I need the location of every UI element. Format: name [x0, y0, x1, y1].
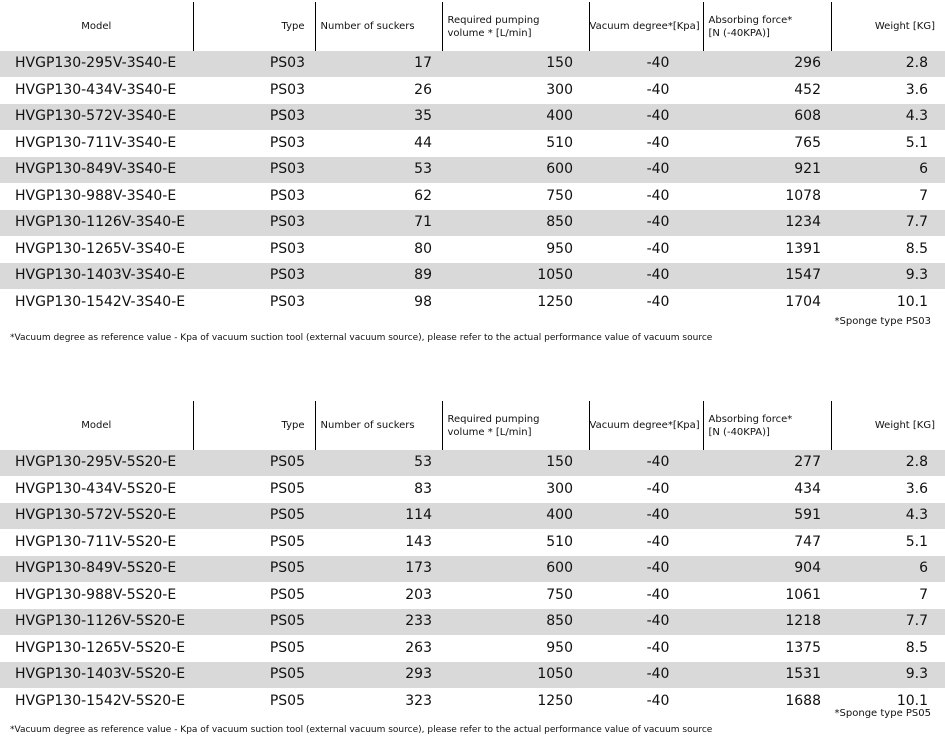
spec-table-ps03-block [0, 2, 945, 316]
header-vacuum: Vacuum degree*[Kpa] [589, 401, 703, 450]
cell-vacuum: -40 [589, 503, 703, 530]
table-row [0, 529, 945, 556]
cell-vacuum: -40 [589, 662, 703, 689]
table-row [0, 236, 945, 263]
cell-weight: 4.3 [831, 104, 945, 131]
cell-vacuum: -40 [589, 289, 703, 316]
cell-weight: 8.5 [831, 236, 945, 263]
cell-force: 1547 [703, 263, 831, 290]
header-pumping-line1: Required pumping [447, 413, 540, 425]
table-row [0, 130, 945, 157]
cell-model: HVGP130-849V-5S20-E [0, 556, 193, 583]
table-row [0, 476, 945, 503]
cell-type: PS03 [193, 236, 315, 263]
header-pumping-line2: volume * [L/min] [447, 426, 532, 438]
cell-model: HVGP130-1542V-5S20-E [0, 688, 193, 715]
cell-weight: 2.8 [831, 450, 945, 476]
cell-type: PS03 [193, 130, 315, 157]
cell-force: 921 [703, 157, 831, 184]
cell-vacuum: -40 [589, 582, 703, 609]
cell-vacuum: -40 [589, 450, 703, 476]
cell-type: PS05 [193, 635, 315, 662]
cell-pumping: 400 [442, 104, 589, 131]
cell-weight: 3.6 [831, 77, 945, 104]
spec-table-ps03 [0, 2, 945, 316]
header-model: Model [0, 401, 193, 450]
cell-model: HVGP130-1403V-5S20-E [0, 662, 193, 689]
table-body-ps05 [0, 450, 945, 715]
cell-vacuum: -40 [589, 263, 703, 290]
cell-model: HVGP130-1126V-3S40-E [0, 210, 193, 237]
cell-model: HVGP130-849V-3S40-E [0, 157, 193, 184]
cell-vacuum: -40 [589, 210, 703, 237]
sponge-note-ps05: *Sponge type PS05 [834, 708, 931, 719]
cell-weight: 7 [831, 582, 945, 609]
cell-force: 1061 [703, 582, 831, 609]
header-vacuum: Vacuum degree*[Kpa] [589, 2, 703, 51]
cell-suckers: 114 [315, 503, 442, 530]
cell-weight: 7.7 [831, 609, 945, 636]
header-force-line1: Absorbing force* [708, 413, 793, 425]
sponge-note-ps03: *Sponge type PS03 [834, 316, 931, 327]
cell-weight: 6 [831, 556, 945, 583]
cell-pumping: 850 [442, 210, 589, 237]
cell-force: 608 [703, 104, 831, 131]
cell-vacuum: -40 [589, 476, 703, 503]
table-row [0, 77, 945, 104]
cell-suckers: 233 [315, 609, 442, 636]
cell-type: PS03 [193, 104, 315, 131]
cell-pumping: 750 [442, 183, 589, 210]
header-row [0, 2, 945, 51]
cell-pumping: 510 [442, 130, 589, 157]
cell-pumping: 510 [442, 529, 589, 556]
cell-type: PS05 [193, 556, 315, 583]
cell-vacuum: -40 [589, 157, 703, 184]
cell-pumping: 1250 [442, 688, 589, 715]
cell-force: 1391 [703, 236, 831, 263]
cell-vacuum: -40 [589, 529, 703, 556]
cell-model: HVGP130-1126V-5S20-E [0, 609, 193, 636]
cell-weight: 10.1 [831, 688, 945, 715]
table-row [0, 609, 945, 636]
table-row [0, 183, 945, 210]
cell-type: PS03 [193, 51, 315, 77]
cell-suckers: 35 [315, 104, 442, 131]
cell-type: PS03 [193, 289, 315, 316]
cell-pumping: 600 [442, 157, 589, 184]
cell-type: PS03 [193, 77, 315, 104]
cell-force: 1375 [703, 635, 831, 662]
cell-model: HVGP130-434V-5S20-E [0, 476, 193, 503]
cell-model: HVGP130-1265V-3S40-E [0, 236, 193, 263]
cell-force: 1218 [703, 609, 831, 636]
cell-vacuum: -40 [589, 183, 703, 210]
cell-weight: 4.3 [831, 503, 945, 530]
header-suckers: Number of suckers [315, 401, 442, 450]
cell-pumping: 950 [442, 635, 589, 662]
cell-weight: 5.1 [831, 529, 945, 556]
cell-weight: 5.1 [831, 130, 945, 157]
cell-type: PS05 [193, 662, 315, 689]
cell-force: 277 [703, 450, 831, 476]
cell-force: 747 [703, 529, 831, 556]
header-pumping [442, 2, 589, 51]
table-row [0, 582, 945, 609]
cell-pumping: 950 [442, 236, 589, 263]
cell-force: 1688 [703, 688, 831, 715]
cell-model: HVGP130-1265V-5S20-E [0, 635, 193, 662]
cell-force: 1531 [703, 662, 831, 689]
cell-model: HVGP130-434V-3S40-E [0, 77, 193, 104]
cell-model: HVGP130-1542V-3S40-E [0, 289, 193, 316]
cell-model: HVGP130-988V-5S20-E [0, 582, 193, 609]
cell-suckers: 263 [315, 635, 442, 662]
cell-type: PS05 [193, 529, 315, 556]
cell-suckers: 17 [315, 51, 442, 77]
cell-suckers: 89 [315, 263, 442, 290]
cell-force: 296 [703, 51, 831, 77]
cell-model: HVGP130-572V-5S20-E [0, 503, 193, 530]
cell-suckers: 98 [315, 289, 442, 316]
cell-vacuum: -40 [589, 556, 703, 583]
table-body-ps03 [0, 51, 945, 316]
cell-suckers: 80 [315, 236, 442, 263]
cell-suckers: 173 [315, 556, 442, 583]
cell-pumping: 1250 [442, 289, 589, 316]
table-row [0, 688, 945, 715]
cell-type: PS03 [193, 263, 315, 290]
cell-pumping: 1050 [442, 263, 589, 290]
header-suckers: Number of suckers [315, 2, 442, 51]
table-row [0, 662, 945, 689]
header-force-line2: [N (-40KPA)] [708, 27, 770, 39]
cell-model: HVGP130-572V-3S40-E [0, 104, 193, 131]
spec-table-ps05 [0, 401, 945, 715]
cell-pumping: 300 [442, 476, 589, 503]
cell-force: 1078 [703, 183, 831, 210]
table-row [0, 450, 945, 476]
cell-vacuum: -40 [589, 688, 703, 715]
cell-suckers: 26 [315, 77, 442, 104]
cell-weight: 8.5 [831, 635, 945, 662]
header-force [703, 2, 831, 51]
cell-vacuum: -40 [589, 236, 703, 263]
table-row [0, 157, 945, 184]
cell-pumping: 600 [442, 556, 589, 583]
cell-type: PS05 [193, 582, 315, 609]
spec-table-ps05-block [0, 401, 945, 715]
header-pumping-line2: volume * [L/min] [447, 27, 532, 39]
cell-model: HVGP130-988V-3S40-E [0, 183, 193, 210]
table-row [0, 210, 945, 237]
cell-force: 765 [703, 130, 831, 157]
cell-suckers: 83 [315, 476, 442, 503]
cell-model: HVGP130-295V-3S40-E [0, 51, 193, 77]
cell-vacuum: -40 [589, 130, 703, 157]
cell-vacuum: -40 [589, 104, 703, 131]
header-model: Model [0, 2, 193, 51]
header-type: Type [193, 2, 315, 51]
cell-force: 1704 [703, 289, 831, 316]
cell-weight: 7 [831, 183, 945, 210]
cell-type: PS05 [193, 450, 315, 476]
cell-pumping: 400 [442, 503, 589, 530]
cell-type: PS05 [193, 503, 315, 530]
cell-model: HVGP130-1403V-3S40-E [0, 263, 193, 290]
cell-model: HVGP130-711V-3S40-E [0, 130, 193, 157]
cell-model: HVGP130-711V-5S20-E [0, 529, 193, 556]
cell-suckers: 71 [315, 210, 442, 237]
cell-vacuum: -40 [589, 635, 703, 662]
cell-vacuum: -40 [589, 77, 703, 104]
table-row [0, 289, 945, 316]
header-weight: Weight [KG] [831, 401, 945, 450]
cell-weight: 9.3 [831, 662, 945, 689]
cell-weight: 6 [831, 157, 945, 184]
table-row [0, 51, 945, 77]
cell-weight: 9.3 [831, 263, 945, 290]
header-pumping-line1: Required pumping [447, 14, 540, 26]
cell-vacuum: -40 [589, 609, 703, 636]
header-force [703, 401, 831, 450]
table-row [0, 635, 945, 662]
cell-force: 452 [703, 77, 831, 104]
cell-type: PS05 [193, 609, 315, 636]
cell-force: 591 [703, 503, 831, 530]
table-row [0, 263, 945, 290]
footnote-ps03: *Vacuum degree as reference value - Kpa of vacuum suction tool (external vacuum source), please refer to the actual performance value of vacuum source [10, 333, 713, 343]
cell-suckers: 293 [315, 662, 442, 689]
cell-pumping: 750 [442, 582, 589, 609]
header-row [0, 401, 945, 450]
cell-suckers: 143 [315, 529, 442, 556]
cell-weight: 7.7 [831, 210, 945, 237]
cell-type: PS05 [193, 476, 315, 503]
header-weight: Weight [KG] [831, 2, 945, 51]
table-row [0, 104, 945, 131]
cell-weight: 2.8 [831, 51, 945, 77]
header-force-line2: [N (-40KPA)] [708, 426, 770, 438]
cell-suckers: 62 [315, 183, 442, 210]
cell-weight: 3.6 [831, 476, 945, 503]
cell-vacuum: -40 [589, 51, 703, 77]
cell-suckers: 323 [315, 688, 442, 715]
cell-model: HVGP130-295V-5S20-E [0, 450, 193, 476]
cell-suckers: 53 [315, 157, 442, 184]
footnote-ps05: *Vacuum degree as reference value - Kpa of vacuum suction tool (external vacuum source), please refer to the actual performance value of vacuum source [10, 725, 713, 735]
cell-suckers: 53 [315, 450, 442, 476]
header-type: Type [193, 401, 315, 450]
cell-suckers: 203 [315, 582, 442, 609]
cell-force: 904 [703, 556, 831, 583]
cell-force: 1234 [703, 210, 831, 237]
cell-pumping: 150 [442, 450, 589, 476]
table-row [0, 556, 945, 583]
cell-pumping: 1050 [442, 662, 589, 689]
cell-pumping: 850 [442, 609, 589, 636]
header-force-line1: Absorbing force* [708, 14, 793, 26]
cell-type: PS05 [193, 688, 315, 715]
table-row [0, 503, 945, 530]
cell-weight: 10.1 [831, 289, 945, 316]
cell-force: 434 [703, 476, 831, 503]
cell-suckers: 44 [315, 130, 442, 157]
cell-type: PS03 [193, 183, 315, 210]
cell-type: PS03 [193, 210, 315, 237]
cell-pumping: 300 [442, 77, 589, 104]
cell-pumping: 150 [442, 51, 589, 77]
cell-type: PS03 [193, 157, 315, 184]
header-pumping [442, 401, 589, 450]
